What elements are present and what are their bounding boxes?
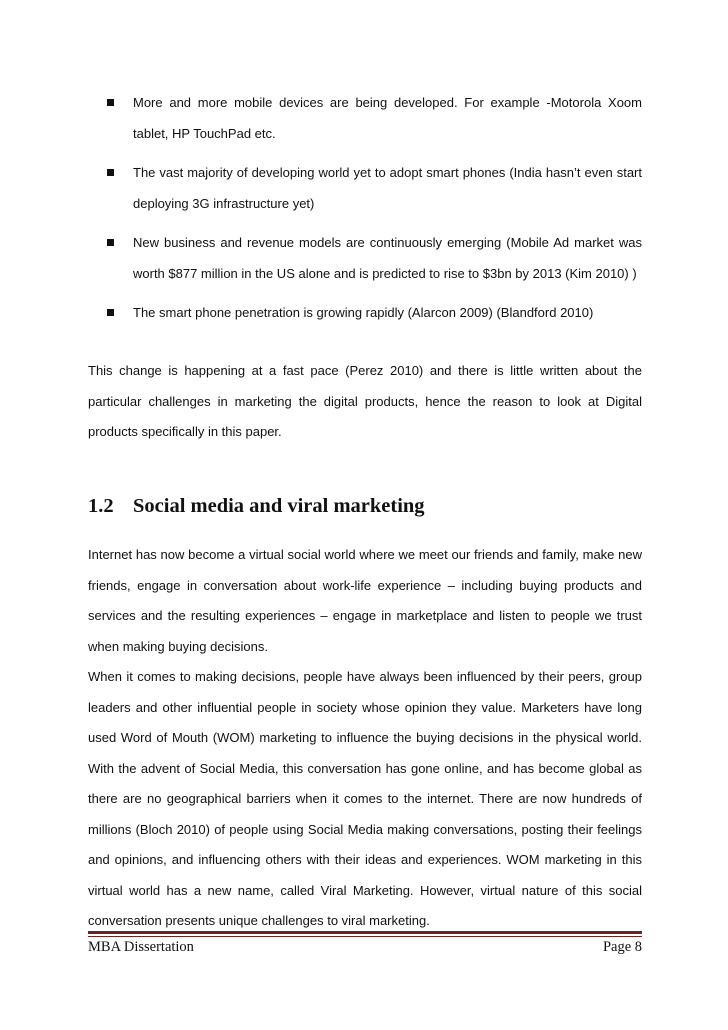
body-paragraph: When it comes to making decisions, people have always been influenced by their peers, group leaders and other influential people in society whose opinion they value. Marketers have long used Word of Mouth (WOM) marketing to influence the buying decisions in the physical world. With the advent of Social Media, this conversation has gone online, and has become global as there are no geographical barriers when it comes to the internet. There are now hundreds of millions (Bloch 2010) of people using Social Media making conversations, posting their feelings and opinions, and influencing others with their ideas and experiences. WOM marketing in this virtual world has a new name, called Viral Marketing. However, virtual nature of this social conversation presents unique challenges to viral marketing. <box>88 669 642 928</box>
footer-page-number: Page 8 <box>602 939 642 955</box>
footer-rule <box>88 931 642 934</box>
square-bullet-icon <box>107 239 114 246</box>
bullet-list <box>107 88 642 338</box>
square-bullet-icon <box>107 309 114 316</box>
bullet-item <box>107 228 642 289</box>
square-bullet-icon <box>107 99 114 106</box>
bullet-text: The smart phone penetration is growing rapidly (Alarcon 2009) (Blandford 2010) <box>133 305 594 320</box>
section-title: Social media and viral marketing <box>133 495 425 517</box>
footer-rule-thin <box>88 936 642 937</box>
bullet-text: The vast majority of developing world yet to adopt smart phones (India hasn’t even start deploying 3G infrastructure yet) <box>133 165 642 211</box>
footer-document-title: MBA Dissertation <box>88 939 194 955</box>
bullet-text: More and more mobile devices are being developed. For example -Motorola Xoom tablet, HP TouchPad etc. <box>133 95 642 141</box>
section-number: 1.2 <box>88 495 114 517</box>
intro-paragraph: This change is happening at a fast pace (Perez 2010) and there is little written about the particular challenges in marketing the digital products, hence the reason to look at Digital products specifically in this paper. <box>88 363 642 439</box>
bullet-item <box>107 158 642 219</box>
bullet-text: New business and revenue models are continuously emerging (Mobile Ad market was worth $877 million in the US alone and is predicted to rise to $3bn by 2013 (Kim 2010) ) <box>133 235 642 281</box>
square-bullet-icon <box>107 169 114 176</box>
section-heading <box>88 495 425 518</box>
bullet-item <box>107 88 642 149</box>
bullet-item <box>107 298 642 329</box>
body-paragraph: Internet has now become a virtual social world where we meet our friends and family, make new friends, engage in conversation about work-life experience – including buying products and services and the resulting experiences – engage in marketplace and listen to people we trust when making buying decisions. <box>88 547 642 654</box>
